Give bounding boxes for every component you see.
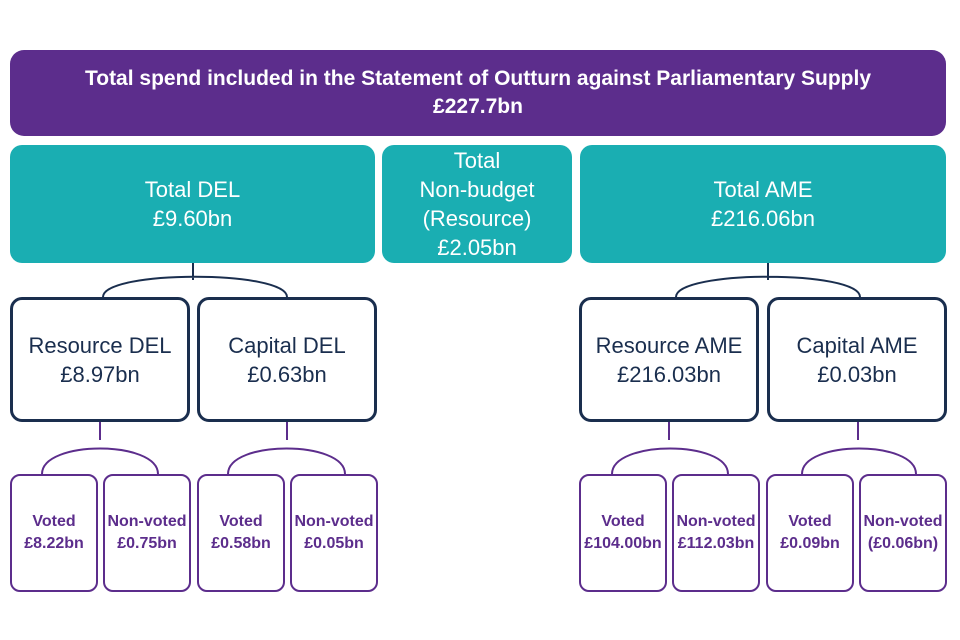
total-spend-title: Total spend included in the Statement of Outturn against Parliamentary Supply [84,67,872,90]
capital-ame-non-voted-box [859,474,947,592]
resource-ame-voted-value: £104.00bn [584,535,662,552]
connector-ame [676,263,860,297]
resource-del-voted-label: Voted [32,513,76,530]
connector-capital-del [228,422,345,474]
total-del-box [10,145,375,263]
connector-del [103,263,287,297]
resource-ame-box [579,297,759,422]
capital-del-title: Capital DEL [228,332,346,358]
connector-resource-ame [612,422,728,474]
resource-ame-title: Resource AME [595,332,743,358]
capital-ame-voted-box [766,474,854,592]
total-ame-box [580,145,946,263]
capital-del-non-voted-box [290,474,378,592]
resource-del-non-voted-value: £0.75bn [117,535,177,552]
capital-ame-voted-label: Voted [788,513,832,530]
non-budget-line2: Non-budget [419,177,535,202]
capital-del-non-voted-value: £0.05bn [304,535,364,552]
resource-ame-voted-label: Voted [601,513,645,530]
capital-del-voted-label: Voted [219,513,263,530]
resource-del-non-voted-box [103,474,191,592]
resource-del-box [10,297,190,422]
resource-ame-non-voted-box [672,474,760,592]
non-budget-line3: (Resource) [422,206,532,231]
capital-ame-box [767,297,947,422]
capital-del-voted-box [197,474,285,592]
total-spend-value: £227.7bn [433,95,523,118]
total-del-value: £9.60bn [152,206,233,231]
resource-del-title: Resource DEL [28,332,172,358]
resource-ame-non-voted-label: Non-voted [676,513,756,530]
resource-ame-voted-box [579,474,667,592]
resource-del-voted-box [10,474,98,592]
capital-del-box [197,297,377,422]
resource-del-value: £8.97bn [60,361,140,387]
connector-resource-del [42,422,158,474]
capital-ame-voted-value: £0.09bn [780,535,840,552]
capital-del-non-voted-label: Non-voted [294,513,374,530]
total-ame-value: £216.06bn [711,206,815,231]
capital-ame-value: £0.03bn [817,361,897,387]
capital-ame-non-voted-label: Non-voted [863,513,943,530]
non-budget-box [382,145,572,263]
capital-del-value: £0.63bn [247,361,327,387]
capital-ame-non-voted-value: (£0.06bn) [867,535,939,552]
resource-ame-value: £216.03bn [617,361,721,387]
non-budget-line1: Total [453,148,501,173]
capital-ame-title: Capital AME [796,332,918,358]
resource-del-non-voted-label: Non-voted [107,513,187,530]
resource-ame-non-voted-value: £112.03bn [677,535,755,552]
total-ame-title: Total AME [713,177,813,202]
connector-capital-ame [802,422,916,474]
non-budget-value: £2.05bn [437,235,517,260]
resource-del-voted-value: £8.22bn [24,535,84,552]
total-del-title: Total DEL [144,177,241,202]
capital-del-voted-value: £0.58bn [211,535,271,552]
total-spend-box [10,50,946,136]
